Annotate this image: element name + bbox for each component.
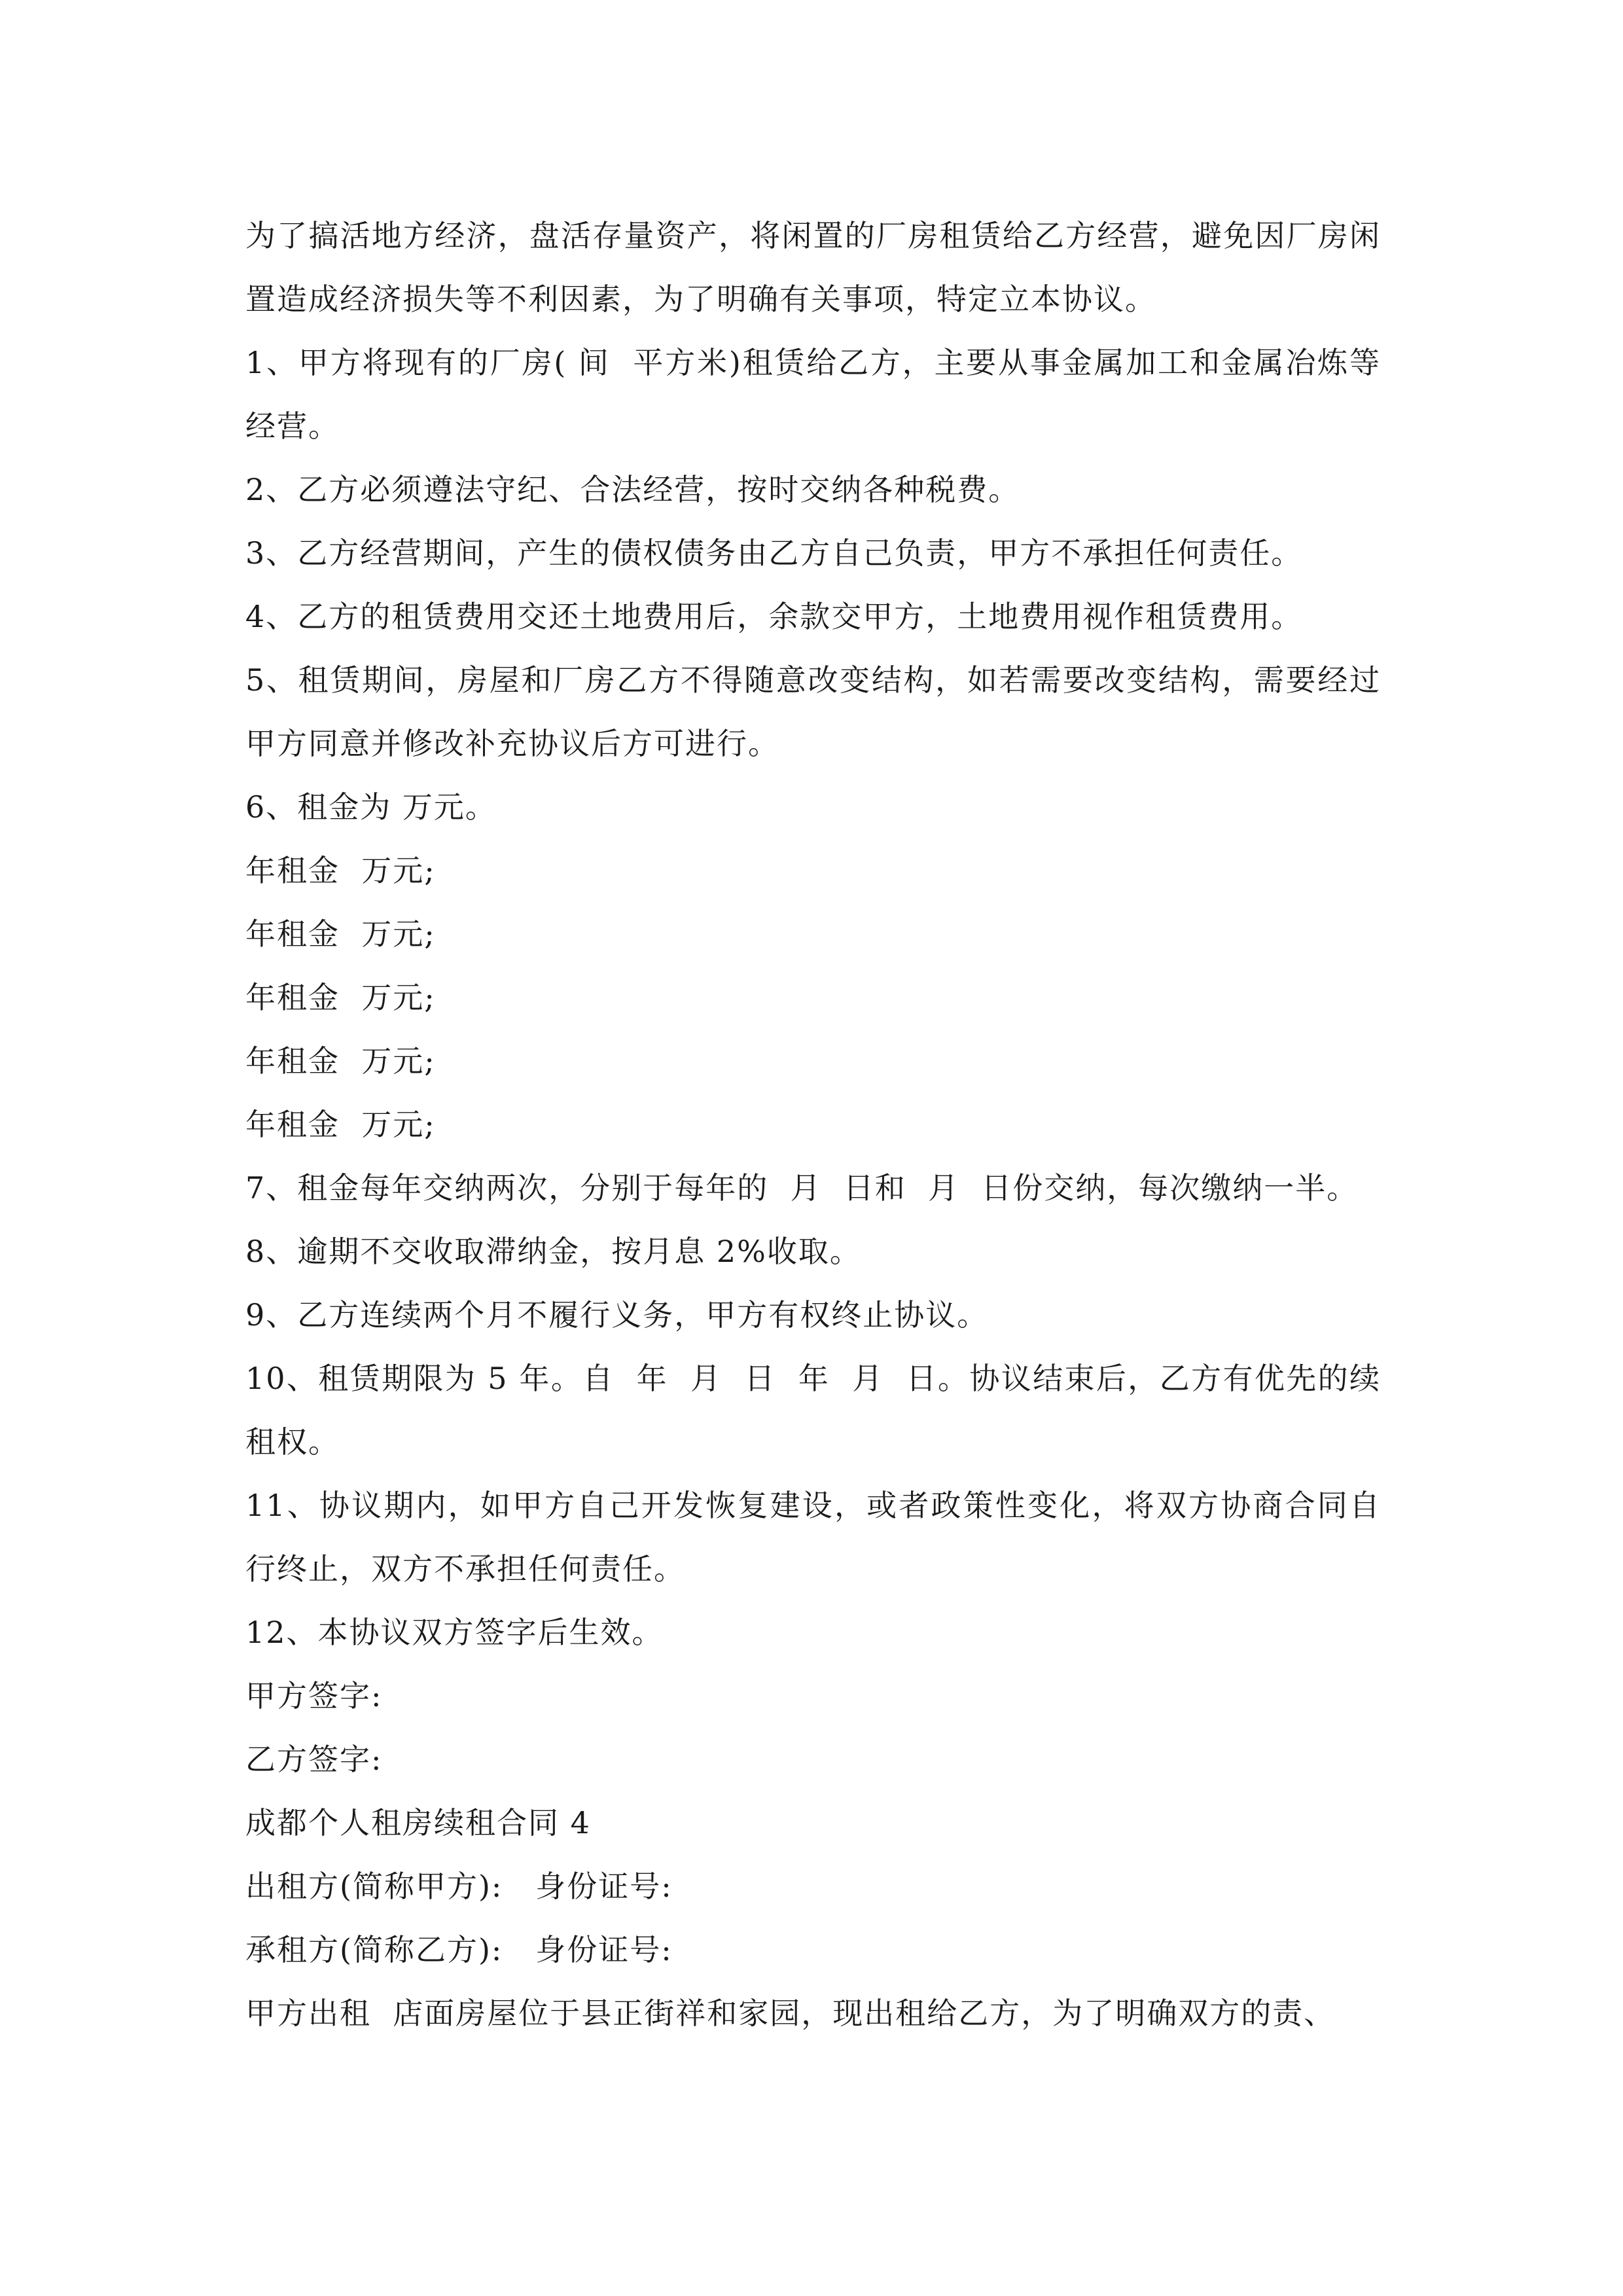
clause-1: 1、甲方将现有的厂房( 间 平方米)租赁给乙方，主要从事金属加工和金属冶炼等经营。: [245, 345, 1381, 444]
clause-2: 2、乙方必须遵法守纪、合法经营，按时交纳各种税费。: [245, 472, 1020, 507]
annual-rent-line: 年租金 万元;: [245, 980, 436, 1015]
clause-3: 3、乙方经营期间，产生的债权债务由乙方自己负责，甲方不承担任何责任。: [245, 535, 1303, 571]
document-body: [245, 204, 1381, 2045]
clause-6: 6、租金为 万元。: [245, 789, 497, 825]
intro-paragraph: 为了搞活地方经济，盘活存量资产，将闲置的厂房租赁给乙方经营，避免因厂房闲置造成经济损失等不利因素，为了明确有关事项，特定立本协议。: [245, 218, 1381, 317]
clause-8: 8、逾期不交收取滞纳金，按月息 2%收取。: [245, 1234, 861, 1269]
clause-9: 9、乙方连续两个月不履行义务，甲方有权终止协议。: [245, 1297, 989, 1333]
annual-rent-line: 年租金 万元;: [245, 1043, 436, 1079]
party-b-signature: 乙方签字:: [245, 1742, 383, 1777]
clause-5: 5、租赁期间，房屋和厂房乙方不得随意改变结构，如若需要改变结构，需要经过甲方同意并修改补充协议后方可进行。: [245, 662, 1381, 761]
contract-title: 成都个人租房续租合同 4: [245, 1805, 591, 1840]
clause-10: 10、租赁期限为 5 年。自 年 月 日 年 月 日。协议结束后，乙方有优先的续租权。: [245, 1361, 1381, 1460]
party-a-signature: 甲方签字:: [245, 1678, 383, 1713]
annual-rent-line: 年租金 万元;: [245, 853, 436, 888]
premises-paragraph: 甲方出租 店面房屋位于县正街祥和家园，现出租给乙方，为了明确双方的责、: [245, 1996, 1336, 2031]
annual-rent-line: 年租金 万元;: [245, 1107, 436, 1142]
annual-rent-line: 年租金 万元;: [245, 916, 436, 952]
lessor-line: 出租方(简称甲方): 身份证号:: [245, 1869, 673, 1904]
clause-12: 12、本协议双方签字后生效。: [245, 1615, 664, 1650]
clause-4: 4、乙方的租赁费用交还土地费用后，余款交甲方，土地费用视作租赁费用。: [245, 599, 1303, 634]
clause-7: 7、租金每年交纳两次，分别于每年的 月 日和 月 日份交纳，每次缴纳一半。: [245, 1170, 1359, 1206]
clause-11: 11、协议期内，如甲方自己开发恢复建设，或者政策性变化，将双方协商合同自行终止，双方不承担任何责任。: [245, 1488, 1381, 1587]
lessee-line: 承租方(简称乙方): 身份证号:: [245, 1932, 673, 1967]
